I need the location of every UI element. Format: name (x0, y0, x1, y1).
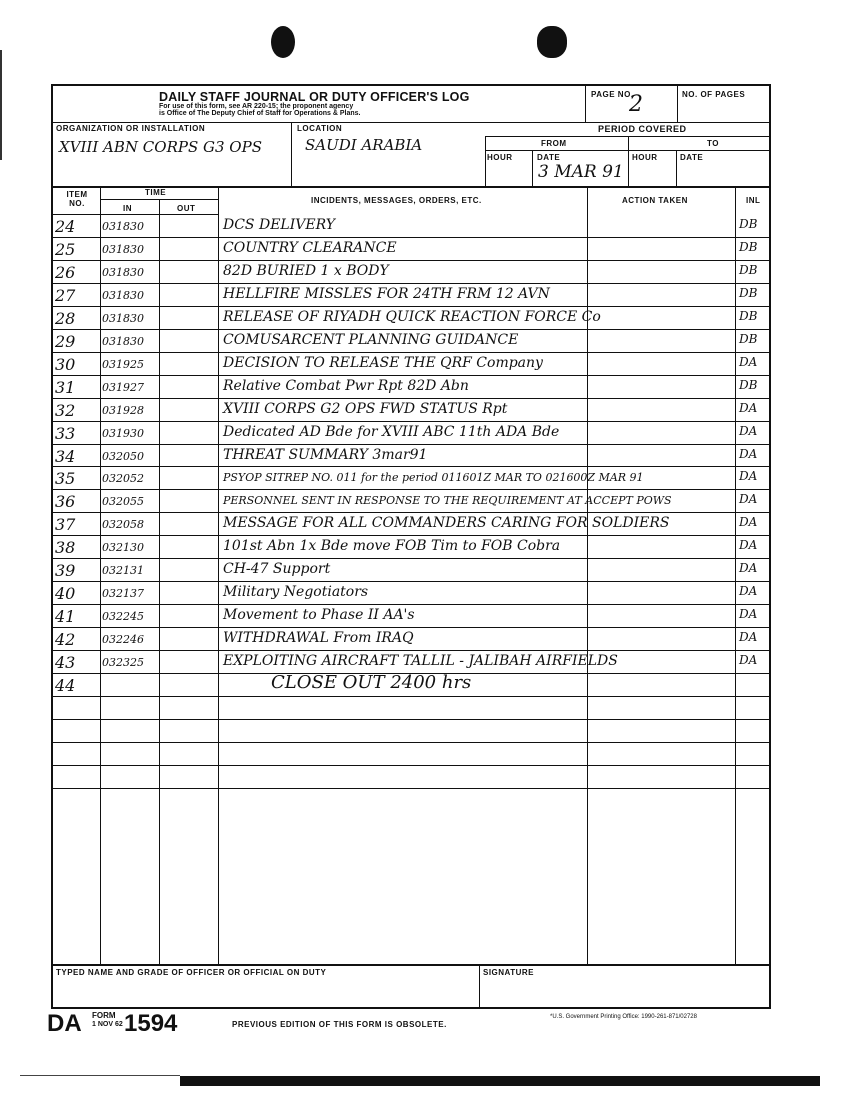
entry-item-no: 30 (55, 354, 76, 374)
org-divider (291, 122, 292, 186)
entry-item-no: 26 (55, 262, 76, 282)
incidents-label: INCIDENTS, MESSAGES, ORDERS, ETC. (311, 196, 482, 205)
entry-initials: DB (739, 262, 758, 277)
entry-item-no: 28 (55, 308, 76, 328)
entry-time-in: 032246 (102, 633, 144, 647)
pages-divider (677, 86, 678, 122)
entry-time-in: 032050 (102, 449, 144, 463)
row-rule (53, 466, 769, 467)
entry-item-no: 42 (55, 630, 76, 650)
punch-hole-right (537, 26, 567, 58)
to-label: TO (707, 139, 719, 148)
entry-item-no: 25 (55, 239, 76, 259)
row-rule (53, 421, 769, 422)
organization-label: ORGANIZATION OR INSTALLATION (56, 124, 206, 133)
entry-incident: RELEASE OF RIYADH QUICK REACTION FORCE Co (223, 308, 601, 325)
entry-incident: COUNTRY CLEARANCE (223, 239, 397, 256)
form-number: 1594 (124, 1010, 178, 1037)
entry-incident: PSYOP SITREP NO. 011 for the period 011601Z MAR TO 021600Z MAR 91 (223, 471, 644, 485)
form-label: FORM (92, 1011, 116, 1020)
row-rule (53, 788, 769, 789)
row-rule (53, 306, 769, 307)
entry-time-in: 032130 (102, 541, 144, 555)
entry-initials: DB (739, 331, 758, 346)
entry-time-in: 032325 (102, 656, 144, 670)
signature-label: SIGNATURE (483, 968, 535, 977)
entry-item-no: 38 (55, 538, 76, 558)
scan-bottom-bar (180, 1076, 820, 1086)
entry-time-in: 031830 (102, 220, 144, 233)
time-out-label: OUT (177, 204, 196, 213)
row-rule (53, 329, 769, 330)
entry-item-no: 40 (55, 584, 76, 604)
entry-incident: CH-47 Support (223, 561, 331, 578)
row-rule (53, 696, 769, 697)
entry-time-in: 031830 (102, 242, 144, 256)
entry-initials: DB (739, 217, 758, 231)
entry-incident: Relative Combat Pwr Rpt 82D Abn (223, 377, 469, 394)
action-taken-label: ACTION TAKEN (622, 196, 688, 205)
to-date-label: DATE (680, 153, 704, 162)
entry-item-no: 34 (55, 446, 76, 466)
entry-initials: DA (739, 515, 758, 530)
footer-rule (53, 964, 769, 966)
from-label: FROM (541, 139, 567, 148)
form-subtitle-1: For use of this form, see AR 220-15; the proponent agency (159, 103, 354, 110)
scan-bottom-line (20, 1075, 180, 1076)
entry-item-no: 32 (55, 400, 76, 420)
col-action-divider (587, 186, 588, 964)
entry-initials: DA (739, 446, 758, 461)
header-rule (53, 122, 769, 123)
row-rule (53, 512, 769, 513)
entry-item-no: 36 (55, 492, 76, 512)
entry-incident: EXPLOITING AIRCRAFT TALLIL - JALIBAH AIRFIELDS (223, 653, 618, 670)
entry-initials: DA (739, 653, 758, 668)
row-rule (53, 742, 769, 743)
row-rule (53, 352, 769, 353)
time-in-label: IN (123, 204, 132, 213)
entry-incident: Movement to Phase II AA's (223, 607, 415, 624)
entry-time-in: 031830 (102, 288, 144, 302)
entry-incident: DCS DELIVERY (223, 217, 335, 233)
entry-incident: WITHDRAWAL From IRAQ (223, 630, 414, 647)
location-value: SAUDI ARABIA (305, 136, 423, 154)
entry-time-in: 031830 (102, 311, 144, 325)
entry-initials: DB (739, 377, 758, 392)
entry-initials: DA (739, 584, 758, 599)
row-rule (53, 444, 769, 445)
entry-time-in: 032055 (102, 495, 144, 509)
entry-item-no: 44 (55, 676, 76, 695)
row-rule (53, 719, 769, 720)
entry-incident: 101st Abn 1x Bde move FOB Tim to FOB Cobra (223, 538, 561, 555)
form-subtitle-2: is Office of The Deputy Chief of Staff for Operations & Plans. (159, 110, 361, 117)
entry-item-no: 35 (55, 469, 76, 489)
officer-label: TYPED NAME AND GRADE OF OFFICER OR OFFICIAL ON DUTY (56, 968, 327, 977)
row-rule (53, 604, 769, 605)
obsolete-note: PREVIOUS EDITION OF THIS FORM IS OBSOLETE. (232, 1020, 447, 1029)
row-rule (53, 260, 769, 261)
to-hour-label: HOUR (632, 153, 658, 162)
header-bottom-rule (53, 214, 218, 215)
entry-time-in: 031930 (102, 426, 144, 440)
row-rule (53, 535, 769, 536)
staff-journal-form (51, 84, 771, 1009)
entry-incident: DECISION TO RELEASE THE QRF Company (223, 354, 543, 371)
time-label: TIME (145, 188, 167, 197)
entry-incident: HELLFIRE MISSLES FOR 24TH FRM 12 AVN (223, 285, 550, 302)
signature-divider (479, 964, 480, 1009)
entry-incident: PERSONNEL SENT IN RESPONSE TO THE REQUIREMENT AT ACCEPT POWS (223, 494, 672, 508)
entry-time-in: 032245 (102, 610, 144, 624)
form-date: 1 NOV 62 (92, 1021, 123, 1028)
entry-time-in: 032137 (102, 587, 144, 601)
entry-time-in: 032052 (102, 472, 144, 486)
period-rule (485, 136, 769, 137)
entry-initials: DB (739, 308, 758, 323)
entry-initials: DA (739, 423, 758, 438)
entry-item-no: 39 (55, 561, 76, 581)
hour-rule (485, 150, 769, 151)
from-date-value: 3 MAR 91 (538, 162, 624, 182)
inl-label: INL (746, 196, 761, 205)
hour-date-divider-2 (676, 150, 677, 186)
entry-time-in: 031925 (102, 357, 144, 371)
entry-incident: XVIII CORPS G2 OPS FWD STATUS Rpt (223, 400, 508, 417)
page-no-divider (585, 86, 586, 122)
entry-time-in: 031928 (102, 403, 144, 417)
row-rule (53, 398, 769, 399)
entry-incident: Dedicated AD Bde for XVIII ABC 11th ADA Bde (223, 423, 560, 440)
period-covered-label: PERIOD COVERED (598, 124, 687, 134)
row-rule (53, 627, 769, 628)
entry-initials: DA (739, 400, 758, 415)
printing-note: *U.S. Government Printing Office: 1990-261-871/02728 (550, 1014, 697, 1020)
entry-item-no: 24 (55, 217, 76, 236)
row-rule (53, 581, 769, 582)
entry-initials: DA (739, 630, 758, 645)
entry-incident: CLOSE OUT 2400 hrs (271, 672, 472, 693)
organization-value: XVIII ABN CORPS G3 OPS (59, 138, 262, 156)
entry-initials: DA (739, 354, 758, 369)
page-no-value: 2 (629, 92, 643, 117)
entry-incident: COMUSARCENT PLANNING GUIDANCE (223, 331, 519, 348)
from-hour-label: HOUR (487, 153, 513, 162)
row-rule (53, 650, 769, 651)
punch-hole-left (271, 26, 295, 58)
page-no-label: PAGE NO. (591, 90, 634, 99)
row-rule (53, 237, 769, 238)
form-title: DAILY STAFF JOURNAL OR DUTY OFFICER'S LOG (159, 90, 470, 104)
no-of-pages-label: NO. OF PAGES (682, 90, 746, 99)
entry-initials: DA (739, 492, 758, 507)
entry-incident: Military Negotiators (223, 584, 369, 601)
from-date-label: DATE (537, 153, 561, 162)
col-out-divider (218, 186, 219, 964)
entry-initials: DB (739, 285, 758, 300)
entry-time-in: 031830 (102, 265, 144, 279)
entry-incident: 82D BURIED 1 x BODY (223, 262, 389, 279)
location-label: LOCATION (297, 124, 343, 133)
entry-initials: DB (739, 239, 758, 254)
col-inl-divider (735, 186, 736, 964)
scan-edge-line (0, 50, 2, 160)
row-rule (53, 283, 769, 284)
entry-time-in: 032058 (102, 518, 144, 532)
entry-item-no: 41 (55, 607, 76, 627)
from-to-divider (628, 136, 629, 186)
row-rule (53, 489, 769, 490)
entry-item-no: 29 (55, 331, 76, 351)
loc-divider (485, 137, 486, 186)
entry-initials: DA (739, 469, 758, 484)
hour-date-divider-1 (532, 150, 533, 186)
item-no-label: ITEM NO. (66, 190, 88, 208)
entry-time-in: 032131 (102, 564, 144, 578)
entry-item-no: 27 (55, 285, 76, 305)
entry-incident: MESSAGE FOR ALL COMMANDERS CARING FOR SOLDIERS (223, 515, 670, 532)
entry-initials: DA (739, 561, 758, 576)
row-rule (53, 375, 769, 376)
entry-item-no: 37 (55, 515, 76, 535)
row-rule (53, 765, 769, 766)
col-item-divider (100, 186, 101, 964)
entry-item-no: 31 (55, 377, 76, 397)
row-rule (53, 558, 769, 559)
entry-time-in: 031830 (102, 334, 144, 348)
form-da: DA (47, 1010, 82, 1037)
entry-initials: DA (739, 538, 758, 553)
entry-incident: THREAT SUMMARY 3mar91 (223, 446, 428, 463)
entry-item-no: 33 (55, 423, 76, 443)
entry-item-no: 43 (55, 653, 76, 673)
entry-time-in: 031927 (102, 380, 144, 394)
entry-initials: DA (739, 607, 758, 622)
